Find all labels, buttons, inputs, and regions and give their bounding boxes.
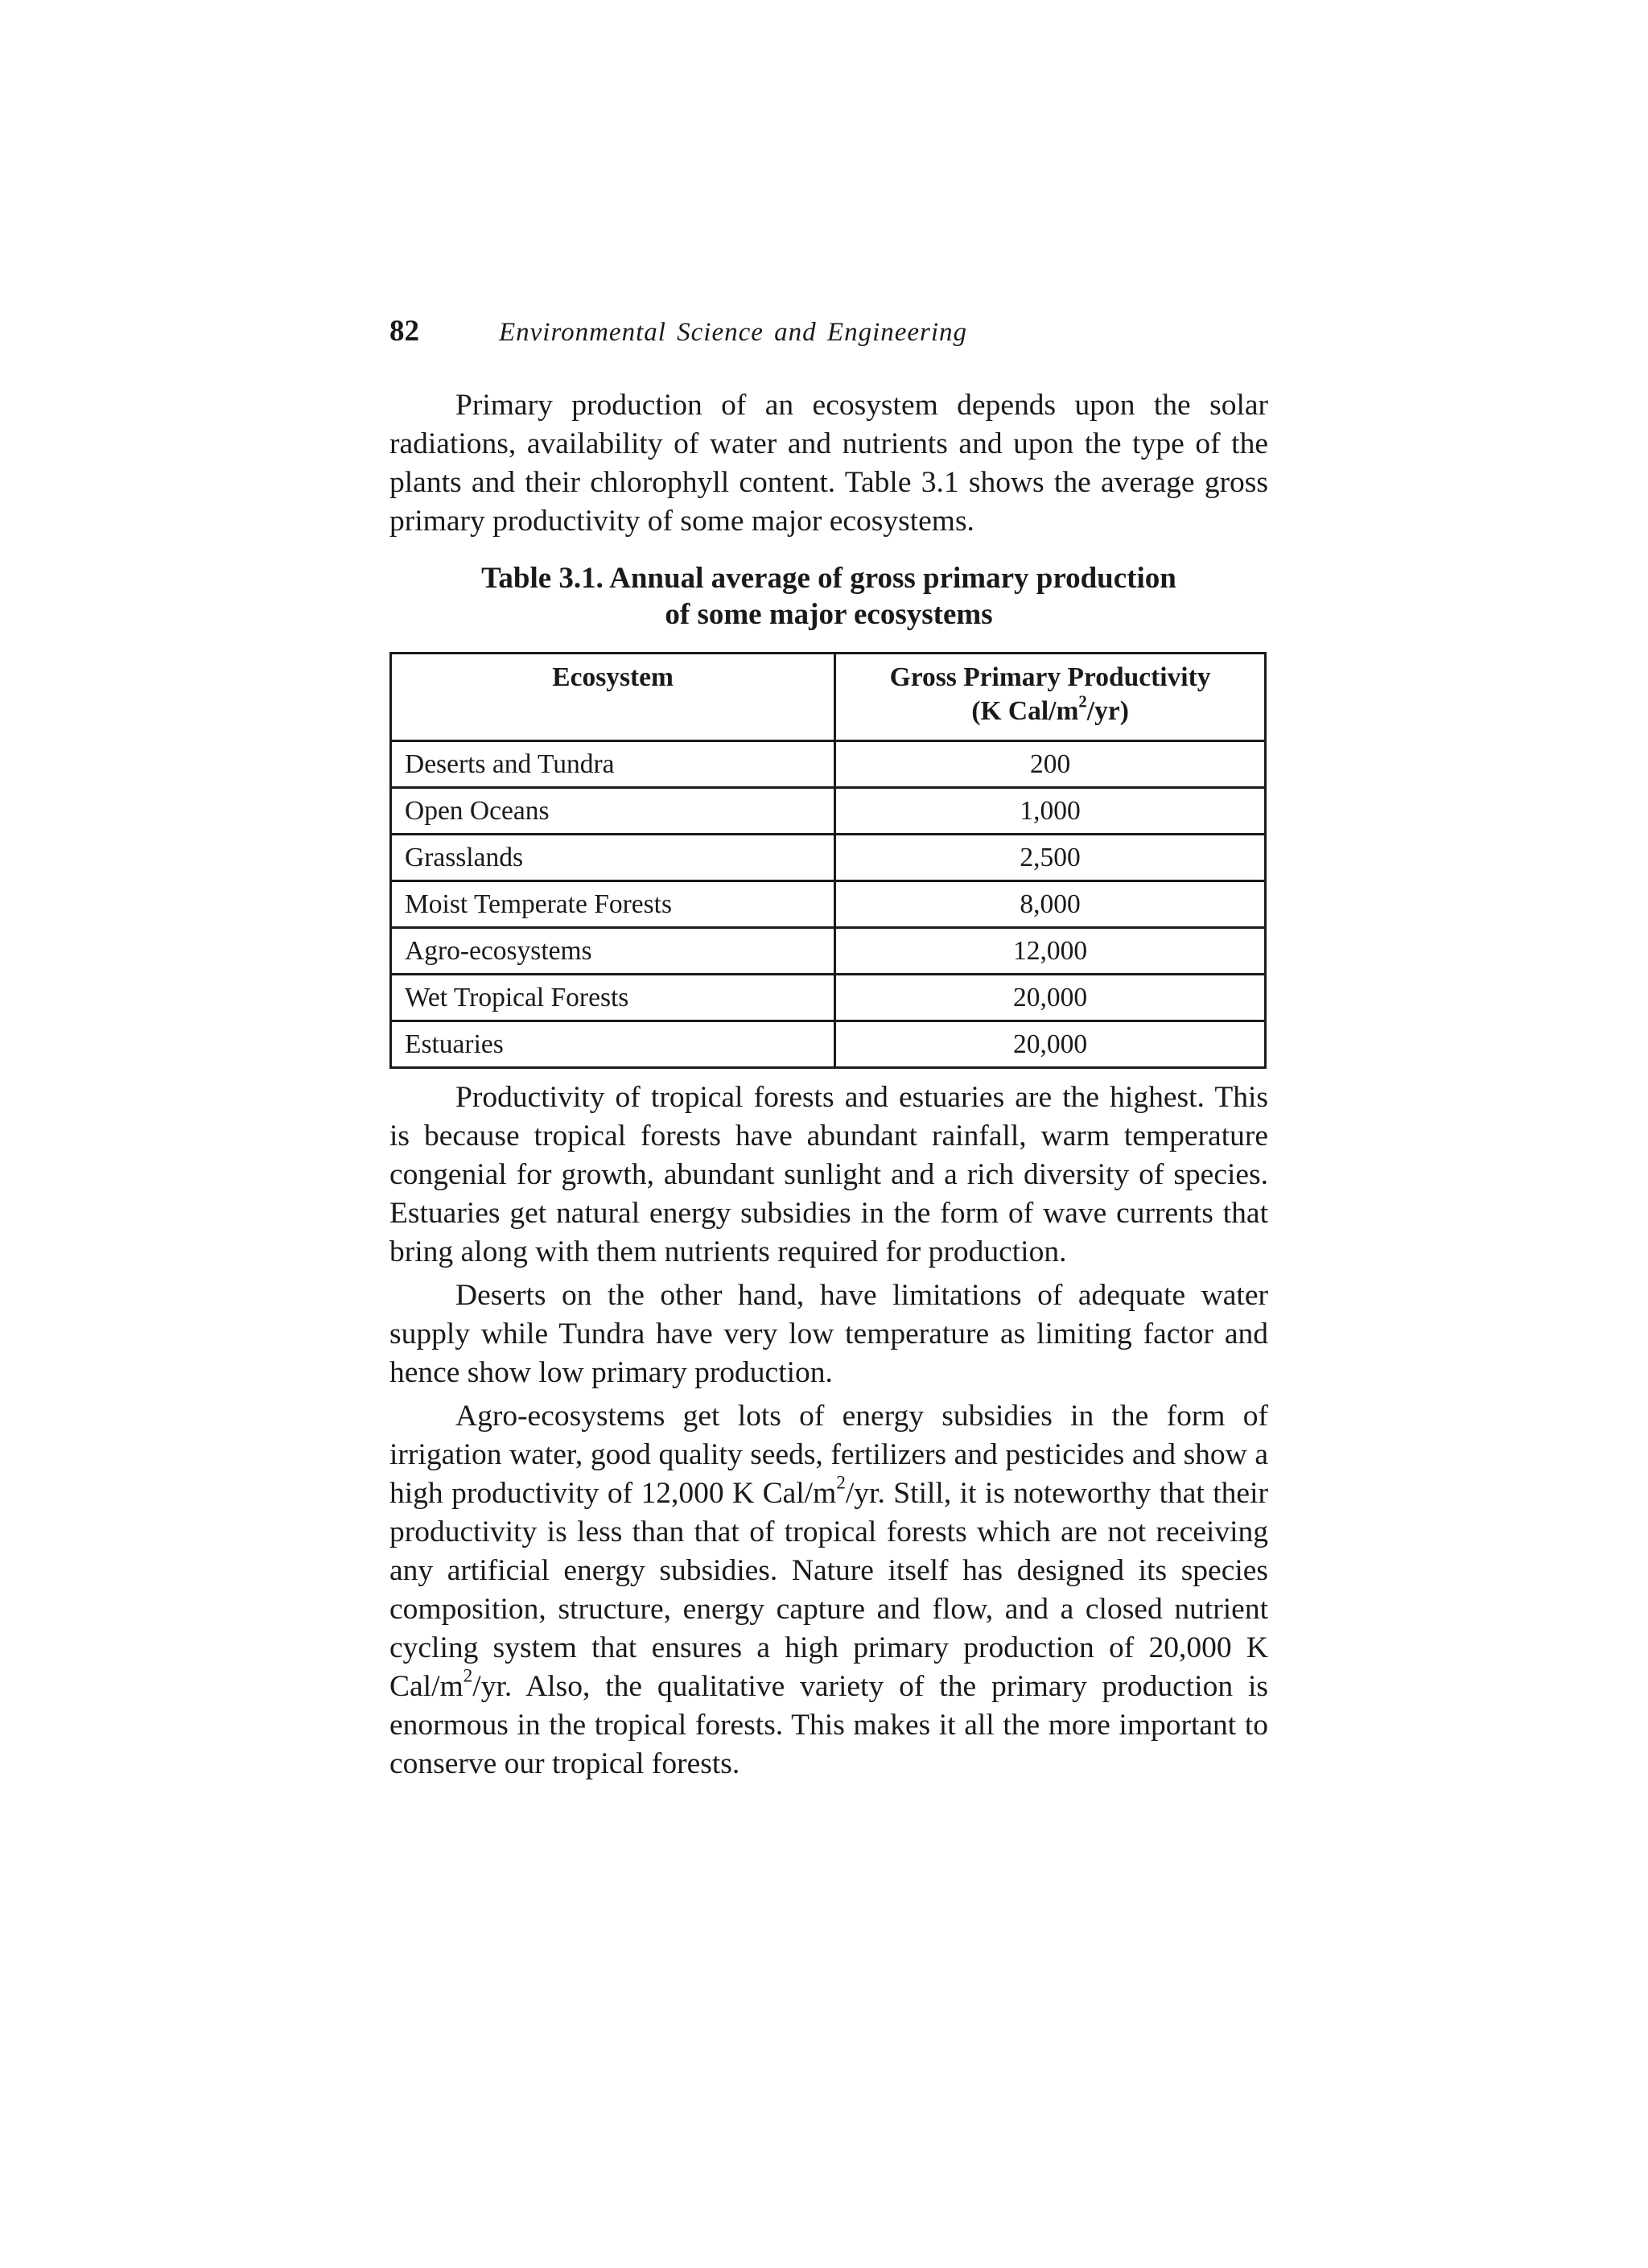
ecosystem-cell: Wet Tropical Forests xyxy=(391,975,835,1021)
ecosystem-cell: Grasslands xyxy=(391,835,835,881)
productivity-table xyxy=(389,652,1267,1069)
column-header-gpp-line-2 xyxy=(844,692,1256,728)
column-header-gpp xyxy=(835,654,1266,741)
ecosystem-cell: Estuaries xyxy=(391,1021,835,1068)
page-number: 82 xyxy=(389,315,419,348)
paragraph-agro-ecosystems xyxy=(389,1397,1268,1783)
gpp-cell: 12,000 xyxy=(835,928,1266,975)
table-row xyxy=(391,975,1266,1021)
gpp-cell: 2,500 xyxy=(835,835,1266,881)
gpp-cell: 1,000 xyxy=(835,788,1266,835)
unit-text: (K Cal/m xyxy=(971,696,1079,726)
table-header-row xyxy=(391,654,1266,741)
table-caption-line-2: of some major ecosystems xyxy=(665,598,993,631)
table-row xyxy=(391,788,1266,835)
paragraph-tropical-forests: Productivity of tropical forests and estuaries are the highest. This is because tropical forests have abundant rainfall, warm temperature congenial for growth, abundant sunlight and a rich diversity of species. Estuaries get natural energy subsidies in the form of wave currents that bring along with them nutrients required for production. xyxy=(389,1081,1268,1268)
gpp-cell: 20,000 xyxy=(835,975,1266,1021)
unit-superscript: 2 xyxy=(1078,692,1087,711)
book-page xyxy=(389,314,1268,1783)
table-row xyxy=(391,741,1266,788)
ecosystem-cell: Deserts and Tundra xyxy=(391,741,835,788)
paragraph-agro-text-3: /yr. Also, the qualitative variety of the primary production is enormous in the tropical forests. This makes it all the more important to conserve our tropical forests. xyxy=(389,1670,1268,1780)
table-caption xyxy=(389,560,1268,633)
column-header-gpp-line-1: Gross Primary Productivity xyxy=(889,662,1211,692)
table-row xyxy=(391,1021,1266,1068)
table-row xyxy=(391,928,1266,975)
unit-text-end: /yr) xyxy=(1086,696,1129,726)
paragraph-agro-text-1: Agro-ecosystems get lots of energy subsidies in the form of irrigation water, good quality seeds, fertilizers and pesticides and show a high productivity of 12,000 K Cal/m xyxy=(389,1400,1268,1510)
column-header-ecosystem: Ecosystem xyxy=(391,654,835,741)
unit-superscript: 2 xyxy=(463,1665,473,1687)
ecosystem-cell: Moist Temperate Forests xyxy=(391,881,835,928)
gpp-cell: 20,000 xyxy=(835,1021,1266,1068)
ecosystem-cell: Open Oceans xyxy=(391,788,835,835)
table-caption-line-1: Table 3.1. Annual average of gross primary production xyxy=(481,562,1176,595)
table-row xyxy=(391,881,1266,928)
gpp-cell: 8,000 xyxy=(835,881,1266,928)
paragraph-deserts: Deserts on the other hand, have limitations of adequate water supply while Tundra have very low temperature as limiting factor and hence show low primary production. xyxy=(389,1279,1268,1389)
intro-paragraph: Primary production of an ecosystem depends upon the solar radiations, availability of water and nutrients and upon the type of the plants and their chlorophyll content. Table 3.1 shows the average gross primary productivity of some major ecosystems. xyxy=(389,389,1268,538)
table-row xyxy=(391,835,1266,881)
unit-superscript: 2 xyxy=(836,1472,846,1494)
gpp-cell: 200 xyxy=(835,741,1266,788)
ecosystem-cell: Agro-ecosystems xyxy=(391,928,835,975)
paragraph-agro-text-2: /yr. Still, it is noteworthy that their productivity is less than that of tropical forests which are not receiving any artificial energy subsidies. Nature itself has designed its species composition, structure, energy capture and flow, and a closed nutrient cycling system that ensures a high primary production of 20,000 K Cal/m xyxy=(389,1477,1268,1703)
running-title: Environmental Science and Engineering xyxy=(499,318,968,347)
page-header xyxy=(389,314,1268,362)
